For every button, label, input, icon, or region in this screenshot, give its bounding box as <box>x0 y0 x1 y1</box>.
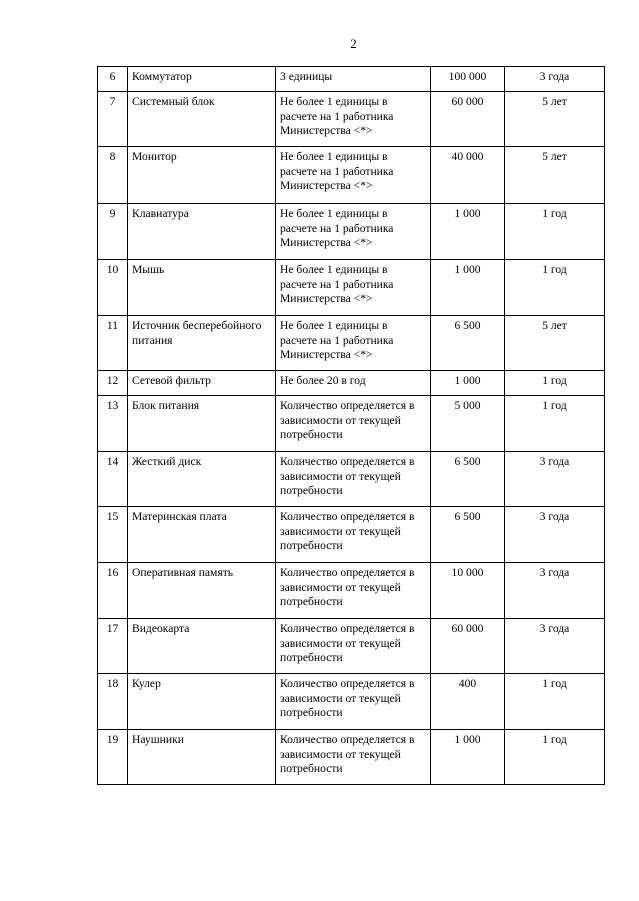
item-name: Монитор <box>128 147 276 204</box>
item-term: 5 лет <box>505 147 605 204</box>
item-price: 400 <box>431 674 505 730</box>
row-number: 17 <box>98 619 128 674</box>
item-term: 5 лет <box>505 92 605 147</box>
table-row <box>98 371 605 396</box>
item-term: 1 год <box>505 204 605 260</box>
item-quantity: Не более 1 единицы в расчете на 1 работника Министерства <*> <box>276 147 431 204</box>
item-price: 6 500 <box>431 507 505 563</box>
table-row <box>98 147 605 204</box>
equipment-norms-table <box>97 66 605 785</box>
item-price: 1 000 <box>431 371 505 396</box>
row-number: 11 <box>98 316 128 371</box>
item-name: Клавиатура <box>128 204 276 260</box>
item-quantity: Не более 1 единицы в расчете на 1 работника Министерства <*> <box>276 92 431 147</box>
row-number: 9 <box>98 204 128 260</box>
item-name: Блок питания <box>128 396 276 452</box>
item-name: Жесткий диск <box>128 452 276 507</box>
item-price: 60 000 <box>431 92 505 147</box>
row-number: 7 <box>98 92 128 147</box>
item-term: 1 год <box>505 674 605 730</box>
item-quantity: 3 единицы <box>276 67 431 92</box>
item-price: 100 000 <box>431 67 505 92</box>
item-quantity: Количество определяется в зависимости от текущей потребности <box>276 452 431 507</box>
item-name: Оперативная память <box>128 563 276 619</box>
item-price: 10 000 <box>431 563 505 619</box>
table-row <box>98 260 605 316</box>
item-price: 60 000 <box>431 619 505 674</box>
item-price: 6 500 <box>431 316 505 371</box>
table-row <box>98 674 605 730</box>
item-term: 1 год <box>505 730 605 785</box>
item-name: Коммутатор <box>128 67 276 92</box>
item-quantity: Количество определяется в зависимости от текущей потребности <box>276 730 431 785</box>
table-row <box>98 730 605 785</box>
row-number: 12 <box>98 371 128 396</box>
item-price: 1 000 <box>431 204 505 260</box>
item-name: Сетевой фильтр <box>128 371 276 396</box>
row-number: 8 <box>98 147 128 204</box>
table-row <box>98 619 605 674</box>
item-price: 1 000 <box>431 730 505 785</box>
row-number: 14 <box>98 452 128 507</box>
table-row <box>98 452 605 507</box>
item-term: 3 года <box>505 619 605 674</box>
table-row <box>98 563 605 619</box>
item-price: 1 000 <box>431 260 505 316</box>
item-price: 40 000 <box>431 147 505 204</box>
table-row <box>98 507 605 563</box>
item-quantity: Количество определяется в зависимости от текущей потребности <box>276 619 431 674</box>
item-quantity: Количество определяется в зависимости от текущей потребности <box>276 396 431 452</box>
table-row <box>98 204 605 260</box>
item-name: Материнская плата <box>128 507 276 563</box>
row-number: 6 <box>98 67 128 92</box>
item-name: Мышь <box>128 260 276 316</box>
item-term: 1 год <box>505 396 605 452</box>
row-number: 16 <box>98 563 128 619</box>
row-number: 19 <box>98 730 128 785</box>
item-term: 3 года <box>505 563 605 619</box>
item-name: Источник бесперебойного питания <box>128 316 276 371</box>
item-term: 3 года <box>505 507 605 563</box>
item-price: 5 000 <box>431 396 505 452</box>
table-row <box>98 67 605 92</box>
item-term: 1 год <box>505 260 605 316</box>
row-number: 15 <box>98 507 128 563</box>
item-quantity: Количество определяется в зависимости от текущей потребности <box>276 563 431 619</box>
table-row <box>98 396 605 452</box>
item-name: Наушники <box>128 730 276 785</box>
row-number: 10 <box>98 260 128 316</box>
item-name: Системный блок <box>128 92 276 147</box>
row-number: 13 <box>98 396 128 452</box>
row-number: 18 <box>98 674 128 730</box>
item-quantity: Количество определяется в зависимости от текущей потребности <box>276 507 431 563</box>
item-term: 1 год <box>505 371 605 396</box>
item-name: Видеокарта <box>128 619 276 674</box>
item-term: 3 года <box>505 67 605 92</box>
item-name: Кулер <box>128 674 276 730</box>
item-quantity: Не более 20 в год <box>276 371 431 396</box>
table-row <box>98 92 605 147</box>
item-price: 6 500 <box>431 452 505 507</box>
page-number: 2 <box>350 36 357 51</box>
item-quantity: Не более 1 единицы в расчете на 1 работника Министерства <*> <box>276 204 431 260</box>
item-quantity: Не более 1 единицы в расчете на 1 работника Министерства <*> <box>276 316 431 371</box>
item-quantity: Количество определяется в зависимости от текущей потребности <box>276 674 431 730</box>
item-term: 3 года <box>505 452 605 507</box>
table-row <box>98 316 605 371</box>
item-quantity: Не более 1 единицы в расчете на 1 работника Министерства <*> <box>276 260 431 316</box>
item-term: 5 лет <box>505 316 605 371</box>
